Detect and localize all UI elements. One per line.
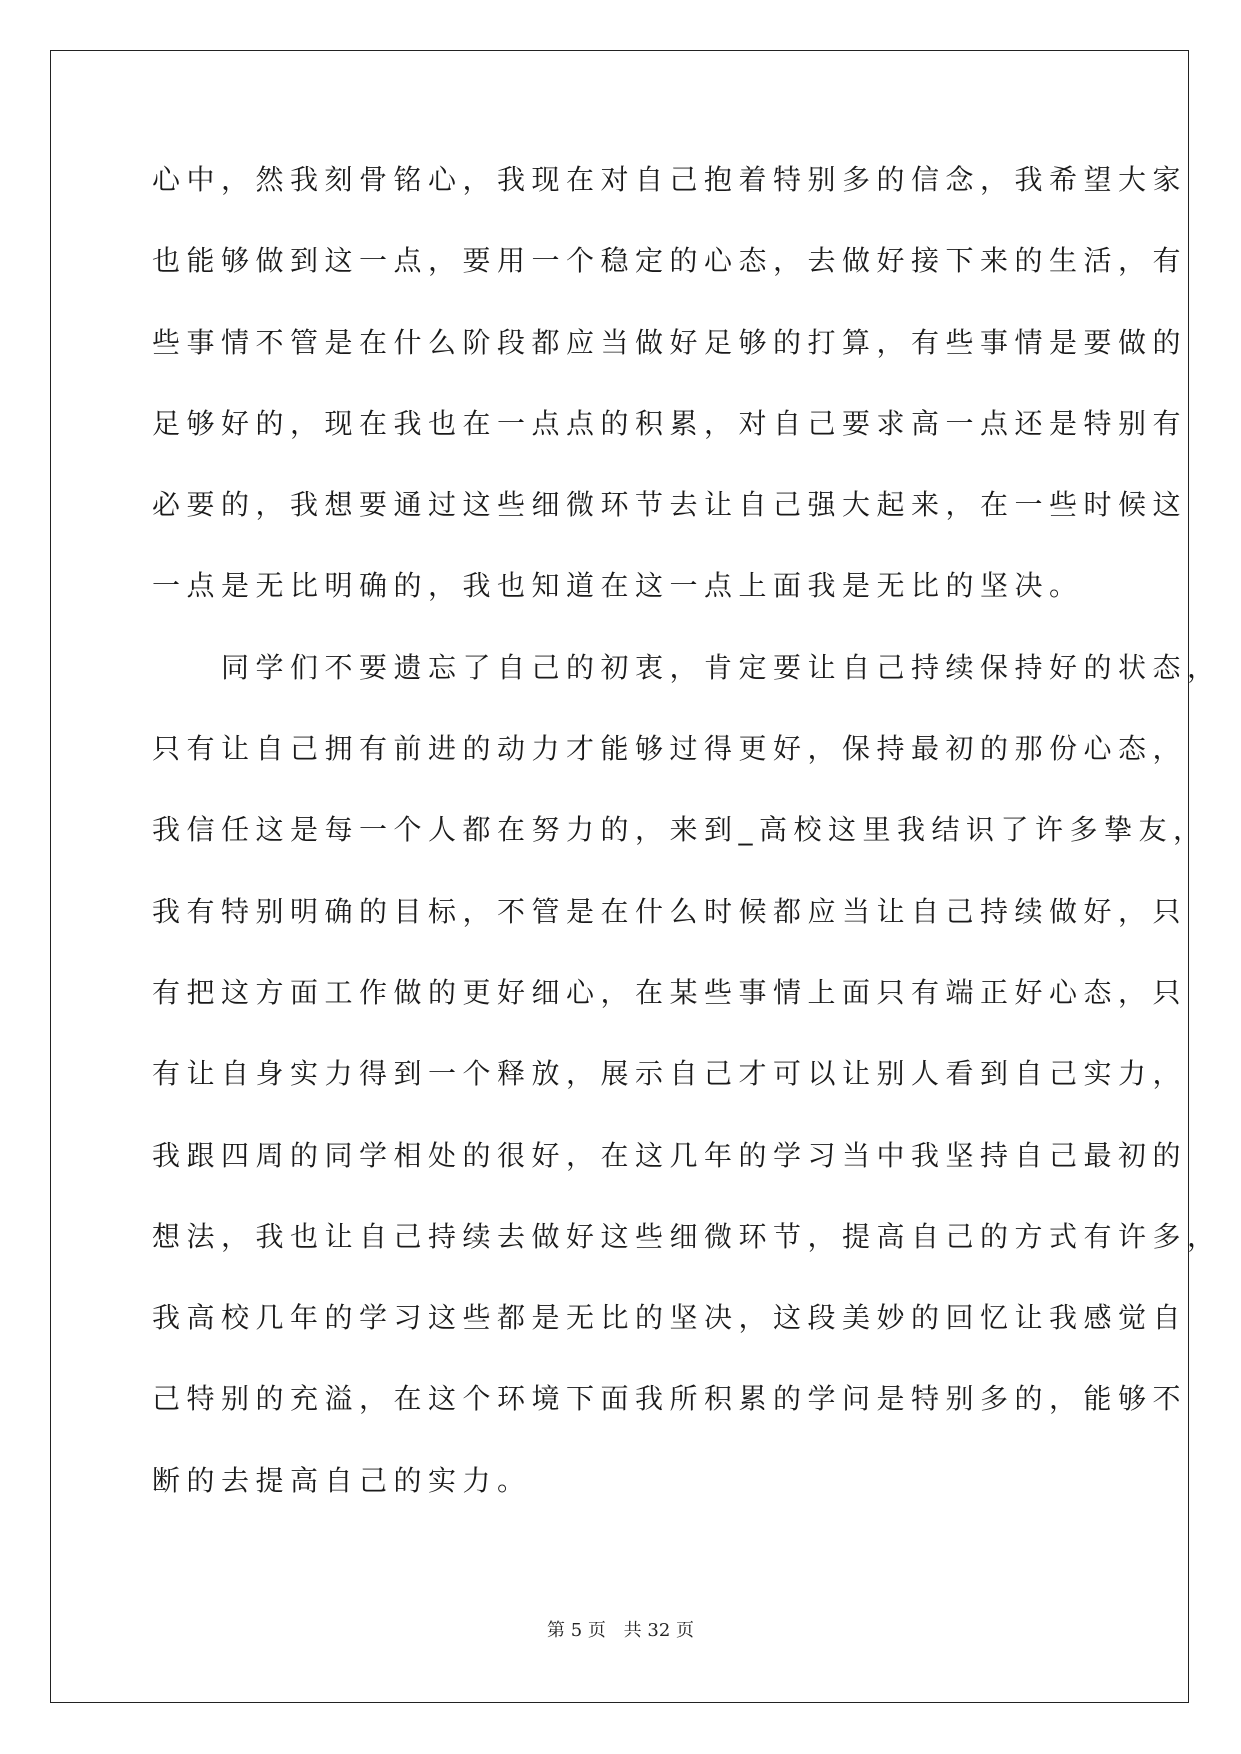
text-line: 只有让自己拥有前进的动力才能够过得更好，保持最初的那份心态，	[152, 732, 1188, 766]
text-line: 足够好的，现在我也在一点点的积累，对自己要求高一点还是特别有	[152, 406, 1188, 440]
text-line: 有把这方面工作做的更好细心，在某些事情上面只有端正好心态，只	[152, 975, 1188, 1009]
text-line: 我信任这是每一个人都在努力的，来到_高校这里我结识了许多挚友，	[152, 813, 1208, 847]
text-line: 些事情不管是在什么阶段都应当做好足够的打算，有些事情是要做的	[152, 325, 1188, 359]
text-line: 也能够做到这一点，要用一个稳定的心态，去做好接下来的生活，有	[152, 244, 1188, 278]
page-total: 共 32 页	[623, 1620, 694, 1641]
text-line: 断的去提高自己的实力。	[152, 1463, 532, 1497]
text-line: 一点是无比明确的，我也知道在这一点上面我是无比的坚决。	[152, 569, 1084, 603]
text-line: 同学们不要遗忘了自己的初衷，肯定要让自己持续保持好的状态，	[152, 650, 1222, 684]
text-line: 有让自身实力得到一个释放，展示自己才可以让别人看到自己实力，	[152, 1057, 1188, 1091]
text-line: 我高校几年的学习这些都是无比的坚决，这段美妙的回忆让我感觉自	[152, 1301, 1188, 1335]
text-line: 我有特别明确的目标，不管是在什么时候都应当让自己持续做好，只	[152, 894, 1188, 928]
text-line: 己特别的充溢，在这个环境下面我所积累的学问是特别多的，能够不	[152, 1382, 1188, 1416]
text-line: 必要的，我想要通过这些细微环节去让自己强大起来，在一些时候这	[152, 488, 1188, 522]
page-footer	[0, 1616, 1241, 1642]
text-line: 想法，我也让自己持续去做好这些细微环节，提高自己的方式有许多，	[152, 1219, 1222, 1253]
text-line: 我跟四周的同学相处的很好，在这几年的学习当中我坚持自己最初的	[152, 1138, 1188, 1172]
text-line: 心中，然我刻骨铭心，我现在对自己抱着特别多的信念，我希望大家	[152, 163, 1188, 196]
page-number: 第 5 页	[547, 1620, 606, 1641]
document-body	[152, 160, 1222, 1542]
